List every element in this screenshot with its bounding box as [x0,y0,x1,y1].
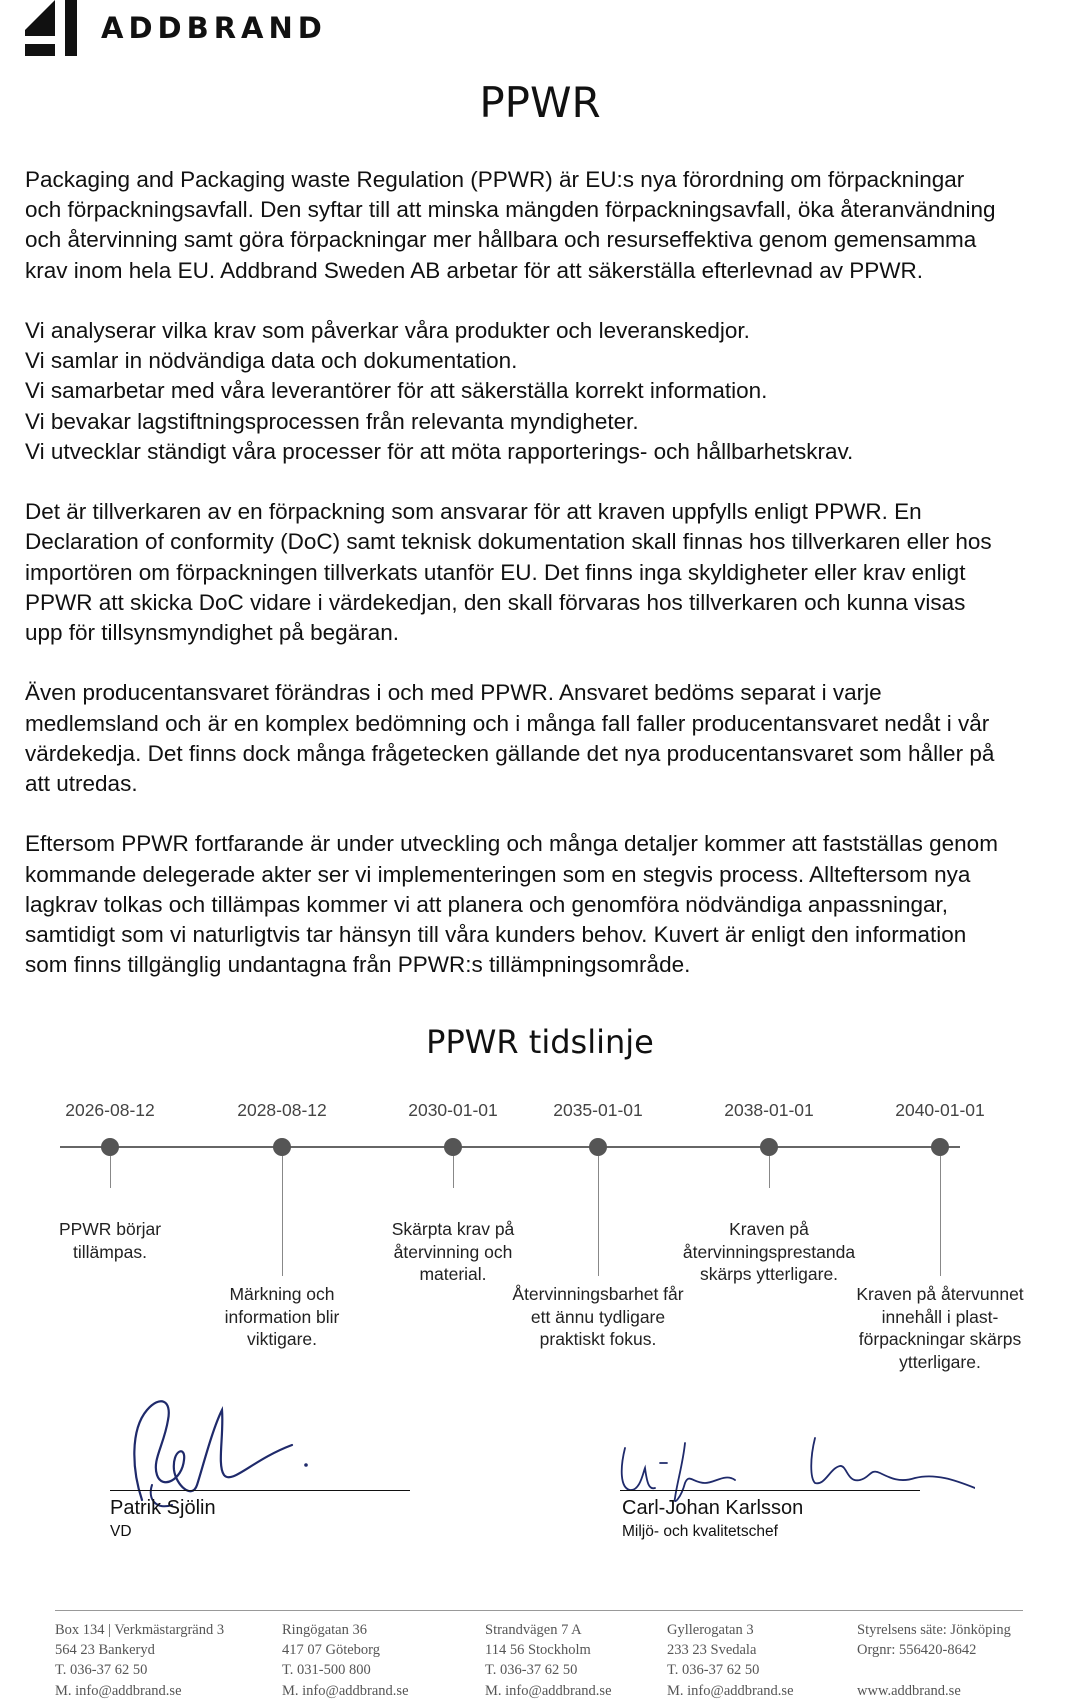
paragraph-line: upp för tillsynsmyndighet på begäran. [25,620,399,646]
footer-line: M. info@addbrand.se [55,1682,182,1699]
timeline-marker [101,1138,119,1156]
paragraph-line: Vi analyserar vilka krav som påverkar våra produkter och leveranskedjor. [25,318,750,343]
timeline-date: 2040-01-01 [895,1100,985,1120]
paragraph-line: och återvinning samt göra förpackningar mer hållbara och resurseffektiva genom gemensamma [25,227,977,253]
paragraph-line: samtidigt som vi naturligtvis tar hänsyn till våra kunders behov. Kuvert är enligt den information [25,922,967,948]
paragraph [25,829,1065,980]
timeline-description-line: skärps ytterligare. [699,1264,839,1284]
timeline-description [508,1283,688,1351]
footer-column [55,1620,224,1701]
paragraph [25,316,1065,467]
timeline-title: PPWR tidslinje [426,1023,654,1061]
timeline-connector [453,1156,454,1188]
timeline-date: 2035-01-01 [553,1100,643,1120]
timeline-date: 2026-08-12 [65,1100,155,1120]
paragraph-line: Vi samlar in nödvändiga data och dokumentation. [25,348,518,374]
signatory-name: Carl-Johan Karlsson [622,1497,804,1519]
timeline-marker [589,1138,607,1156]
paragraph-line: som finns tillgänglig undantagna från PPWR:s tillämpningsområde. [25,952,691,978]
timeline-description-line: innehåll i plast- [881,1306,999,1327]
signatory-name: Patrik Sjölin [110,1497,216,1519]
header [25,0,327,56]
timeline-description-line: återvinning och [393,1241,513,1262]
timeline-description-line: återvinningsprestanda [682,1241,856,1262]
footer-line: Box 134 | Verkmästargränd 3 [55,1622,225,1638]
brand-name: ADDBRAND [101,11,327,45]
paragraph-line: Packaging and Packaging waste Regulation (PPWR) är EU:s nya förordning om förpackningar [25,167,965,192]
timeline-description [850,1283,1030,1373]
timeline-description-line: Kraven på [729,1219,809,1239]
paragraph-line: Eftersom PPWR fortfarande är under utveckling och många detaljer kommer att fastställas genom [25,831,998,857]
footer-line: 233 23 Svedala [667,1642,757,1659]
timeline-marker [273,1138,291,1156]
timeline-description-line: information blir [224,1306,340,1327]
paragraph-line: Även producentansvaret förändras i och med PPWR. Ansvaret bedöms separat i varje [25,680,882,706]
timeline-connector [598,1156,599,1276]
addbrand-logo-icon [25,0,77,56]
footer-line: Gyllerogatan 3 [667,1622,754,1638]
timeline-description-line: förpackningar skärps [858,1329,1022,1349]
paragraph-line: Vi samarbetar med våra leverantörer för att säkerställa korrekt information. [25,378,768,404]
signature-carl-johan-karlsson-icon [615,1428,975,1508]
paragraph-line: importören om förpackningen tillverkats utanför EU. Det finns inga skyldigheter eller krav enligt [25,559,966,585]
paragraph [25,497,1065,648]
paragraph-line: PPWR att skicka DoC vidare i värdekedjan, den skall förvaras hos tillverkaren och kunna visas [25,589,966,615]
timeline-date: 2038-01-01 [724,1100,814,1120]
footer-line: 564 23 Bankeryd [55,1642,155,1659]
footer-line: Ringögatan 36 [282,1622,367,1638]
paragraph-line: lagkrav tolkas och tillämpas kommer vi att planera och genomföra nödvändiga anpassningar, [25,891,949,917]
footer-line: Styrelsens säte: Jönköping [857,1622,1011,1638]
body-text [25,165,1065,1011]
paragraph-line: värdekedja. Det finns dock många frågetecken gällande det nya producentansvaret som håller på [25,740,995,766]
timeline-marker [444,1138,462,1156]
signatory-role: VD [110,1523,132,1540]
footer-line: 417 07 Göteborg [282,1642,381,1659]
timeline-connector [282,1156,283,1276]
footer-line: T. 036-37 62 50 [55,1662,148,1679]
footer-column [485,1620,612,1701]
signatory-role: Miljö- och kvalitetschef [622,1523,778,1540]
timeline-description-line: Kraven på återvunnet [856,1284,1024,1304]
timeline-date: 2030-01-01 [408,1100,498,1120]
timeline-description-line: tillämpas. [73,1241,147,1262]
footer-line: T. 036-37 62 50 [485,1662,578,1679]
paragraph-line: Vi utvecklar ständigt våra processer för att möta rapporterings- och hållbarhetskrav. [25,438,854,464]
timeline-connector [940,1156,941,1276]
footer-line: T. 031-500 800 [282,1662,371,1679]
timeline-description-line: ett ännu tydligare [530,1306,666,1327]
paragraph-line: krav inom hela EU. Addbrand Sweden AB arbetar för att säkerställa efterlevnad av PPWR. [25,257,923,283]
signature-line-right [620,1490,920,1491]
paragraph [25,678,1065,799]
footer-column [282,1620,409,1701]
footer-line: M. info@addbrand.se [485,1682,612,1699]
footer-line: www.addbrand.se [857,1682,961,1699]
timeline-description-line: ytterligare. [899,1351,981,1372]
paragraph [25,165,1065,286]
footer [0,1620,1080,1699]
timeline-description [363,1218,543,1286]
timeline-description-line: praktiskt fokus. [539,1329,657,1349]
signature-area [0,1390,1080,1570]
timeline-description [20,1218,200,1263]
footer-line: Orgnr: 556420-8642 [857,1642,977,1659]
footer-line: Strandvägen 7 A [485,1622,582,1638]
footer-line: T. 036-37 62 50 [667,1662,760,1679]
footer-line [857,1660,1011,1680]
paragraph-line: kommande delegerade akter ser vi implementeringen som en stegvis process. Allteftersom nya [25,861,971,887]
footer-divider [55,1610,1023,1611]
footer-column [667,1620,794,1701]
timeline-description-line: Märkning och [229,1284,335,1304]
paragraph-line: medlemsland och är en komplex bedömning och i många fall faller producentansvaret nedåt i vår [25,710,990,736]
paragraph-line: Declaration of conformity (DoC) samt teknisk dokumentation skall finnas hos tillverkaren eller hos [25,529,992,555]
footer-line: 114 56 Stockholm [485,1642,591,1659]
timeline-description-line: material. [419,1264,487,1284]
signature-line-left [110,1490,410,1491]
timeline-description [192,1283,372,1351]
timeline-connector [110,1156,111,1188]
timeline-marker [931,1138,949,1156]
timeline-description-line: viktigare. [246,1329,318,1349]
paragraph-line: Vi bevakar lagstiftningsprocessen från relevanta myndigheter. [25,408,639,434]
timeline-description-line: PPWR börjar [58,1219,162,1239]
timeline [0,1100,1080,1400]
timeline-date: 2028-08-12 [237,1100,327,1120]
footer-column [857,1620,1011,1701]
document-title: PPWR [479,78,601,127]
paragraph-line: att utredas. [25,771,138,797]
timeline-description-line: Skärpta krav på [391,1219,515,1239]
footer-line: M. info@addbrand.se [282,1682,409,1699]
paragraph-line: och förpackningsavfall. Den syftar till att minska mängden förpackningsavfall, öka återanvändning [25,197,996,223]
timeline-description-line: Återvinningsbarhet får [512,1284,684,1304]
timeline-marker [760,1138,778,1156]
timeline-description [679,1218,859,1286]
paragraph-line: Det är tillverkaren av en förpackning som ansvarar för att kraven uppfylls enligt PPWR. En [25,499,922,525]
footer-line: M. info@addbrand.se [667,1682,794,1699]
timeline-connector [769,1156,770,1188]
timeline-axis [60,1146,960,1148]
